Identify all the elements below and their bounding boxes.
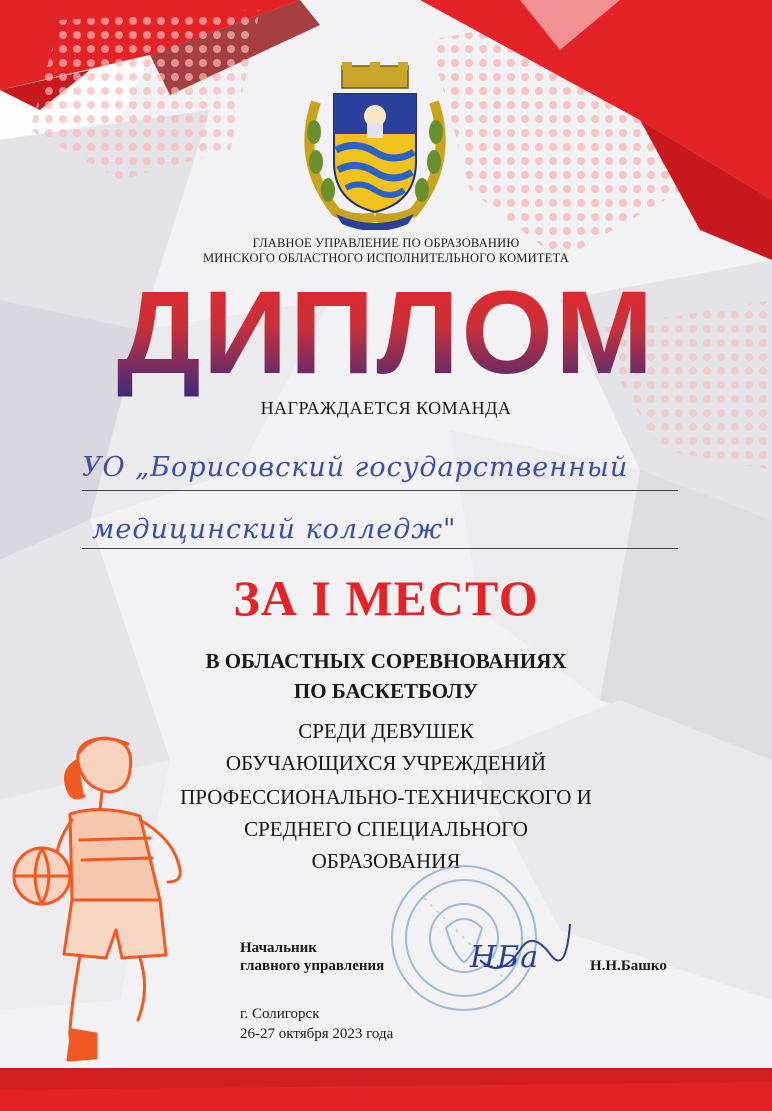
minsk-region-coat-of-arms-icon	[296, 62, 454, 230]
awarded-to-label: НАГРАЖДАЕТСЯ КОМАНДА	[260, 398, 512, 418]
event-date: 26-27 октября 2023 года	[240, 1026, 394, 1042]
competition-line-1: В ОБЛАСТНЫХ СОРЕВНОВАНИЯХ	[205, 649, 567, 673]
team-name-line-2: медицинский колледж"	[92, 514, 457, 545]
diploma-title: ДИПЛОМ	[0, 268, 772, 398]
signatory-role-line-2: главного управления	[240, 958, 385, 974]
basketball-player-icon	[10, 730, 210, 1070]
signature-flourish	[470, 920, 580, 990]
place-heading: ЗА I МЕСТО	[233, 570, 539, 626]
signatory-name: Н.Н.Башко	[590, 958, 667, 974]
handwritten-signature: НБа	[470, 940, 540, 975]
team-underline-1	[82, 490, 678, 491]
team-name-line-1: УО „Борисовский государственный	[82, 452, 629, 483]
signatory-role-line-1: Начальник	[240, 940, 317, 956]
event-city: г. Солигорск	[240, 1006, 320, 1022]
competition-line-4: ОБУЧАЮЩИХСЯ УЧРЕЖДЕНИЙ	[225, 751, 547, 775]
ministry-line-1: ГЛАВНОЕ УПРАВЛЕНИЕ ПО ОБРАЗОВАНИЮ	[252, 236, 520, 250]
team-underline-2	[82, 548, 678, 549]
ministry-line-2: МИНСКОГО ОБЛАСТНОГО ИСПОЛНИТЕЛЬНОГО КОМИТЕТА	[202, 251, 569, 265]
competition-line-2: ПО БАСКЕТБОЛУ	[293, 679, 479, 703]
competition-line-3: СРЕДИ ДЕВУШЕК	[298, 719, 474, 743]
competition-line-7: ОБРАЗОВАНИЯ	[311, 849, 461, 873]
competition-line-5: ПРОФЕССИОНАЛЬНО-ТЕХНИЧЕСКОГО И	[180, 785, 592, 809]
competition-line-6: СРЕДНЕГО СПЕЦИАЛЬНОГО	[244, 817, 528, 841]
